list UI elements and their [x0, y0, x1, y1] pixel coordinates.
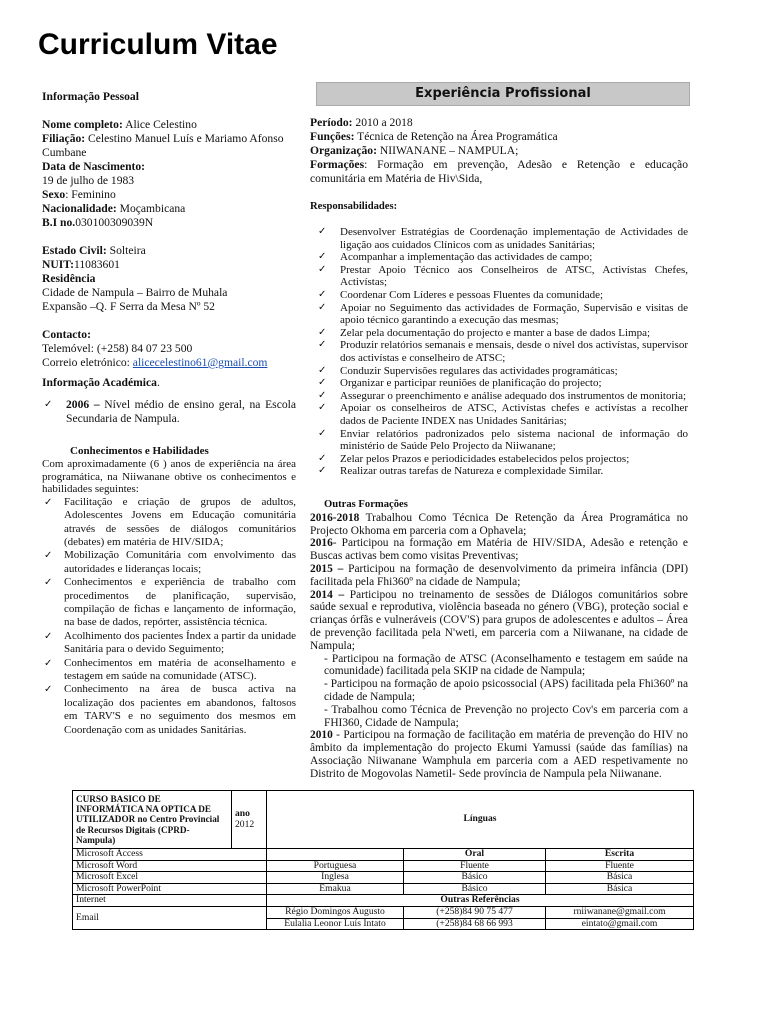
written-heading: Escrita [546, 849, 694, 861]
responsibility-item: ✓ Zelar pelos Prazos e periodicidades estabelecidos pelos projectos; [318, 452, 630, 465]
language-name: Emakua [267, 883, 404, 895]
phone-line: Telemóvel: (+258) 84 07 23 500 [42, 342, 193, 355]
skill-cell: Microsoft Access [73, 849, 267, 861]
check-icon: ✓ [318, 364, 327, 376]
check-icon: ✓ [44, 399, 53, 410]
responsibilities-list [310, 226, 688, 478]
skill-item: ✓ Conhecimentos e experiência de trabalho com procedimentos de planificação, supervisão, compilação de fichas e lançamento de informação, na base de dados, repórter, assistência técnica. [44, 576, 296, 629]
birth-value: 19 de julho de 1983 [42, 174, 135, 187]
training-line: Formações: Formação em prevenção, Adesão e Retenção e educação comunitária em Matéria de Hiv\Sida, [310, 158, 688, 185]
period-line: Período: 2010 a 2018 [310, 116, 413, 129]
birth-label: Data de Nascimento: [42, 160, 146, 173]
bi-line: B.I no.030100309039N [42, 216, 154, 229]
email-line: Correio eletrónico: alicecelestino61@gmail.com [42, 356, 268, 369]
check-icon: ✓ [44, 684, 53, 696]
responsibility-item: ✓ Acompanhar a implementação das actividades de campo; [318, 251, 593, 264]
academic-item: ✓ 2006 – Nível médio de ensino geral, na Escola Secundaria de Nampula. [44, 398, 297, 425]
function-line: Funções: Técnica de Retenção na Área Programática [310, 130, 558, 143]
language-written: Fluente [546, 860, 694, 872]
skills-intro: Com aproximadamente (6 ) anos de experiência na área programática, na Niiwanane obtive os conhecimentos e habilidades seguintes: [42, 458, 296, 496]
responsibility-item: ✓ Apoiar no Seguimento das actividades de Formação, Supervisão e visitas de apoio técnico garantindo a execução das mesmas; [318, 301, 688, 327]
check-icon: ✓ [318, 263, 327, 275]
check-icon: ✓ [318, 288, 327, 300]
email-link[interactable]: alicecelestino61@gmail.com [132, 356, 268, 369]
skill-cell: Internet [73, 895, 267, 907]
training-entry: - Participou na formação de apoio psicossocial (APS) facilitada pela Fhi360º na cidade de Nampula; [324, 678, 688, 704]
skill-cell: Microsoft Word [73, 860, 267, 872]
check-icon: ✓ [44, 577, 53, 589]
academic-list [42, 398, 296, 426]
residence-label: Residência [42, 272, 96, 285]
responsibility-item: ✓ Enviar relatórios padronizados pelo sistema nacional de informação do ministério de Saúde Pelo Projecto da Niiwanane; [318, 427, 688, 453]
org-line: Organização: NIIWANANE – NAMPULA; [310, 144, 519, 157]
sex-line: Sexo: Feminino [42, 188, 116, 201]
language-name: Inglesa [267, 872, 404, 884]
reference-email[interactable]: eintato@gmail.com [546, 918, 694, 930]
left-column [42, 90, 296, 737]
responsibility-item: ✓ Desenvolver Estratégias de Coordenação implementação de Actividades de ligação aos cuidados Clínicos com as unidades Sanitárias; [318, 226, 688, 251]
academic-heading: Informação Académica. [42, 376, 160, 389]
check-icon: ✓ [318, 251, 327, 263]
check-icon: ✓ [318, 339, 327, 351]
other-training-list [310, 512, 688, 781]
oral-heading: Oral [404, 849, 546, 861]
check-icon: ✓ [44, 657, 53, 669]
personal-heading: Informação Pessoal [42, 90, 139, 103]
skill-item: ✓ Mobilização Comunitária com envolvimento das autoridades e lideranças locais; [44, 549, 296, 575]
year-cell: ano 2012 [232, 791, 267, 849]
reference-name: Eulalia Leonor Luís Intato [267, 918, 404, 930]
civil-line: Estado Civil: Solteira [42, 244, 146, 257]
check-icon: ✓ [318, 389, 327, 401]
responsibility-item: ✓ Produzir relatórios semanais e mensais, desde o nível dos activístas, supervisor dos activístas e conselheiro de ATSC; [318, 339, 688, 364]
cv-title: Curriculum Vitae [38, 28, 278, 61]
other-training-heading: Outras Formações [324, 498, 408, 510]
right-column [310, 82, 688, 781]
residence-line2: Expansão –Q. F Serra da Mesa Nº 52 [42, 300, 215, 313]
check-icon: ✓ [318, 226, 327, 237]
responsibility-item: ✓ Conduzir Supervisões regulares das actividades programáticas; [318, 364, 618, 377]
skill-cell: Email [73, 906, 267, 929]
responsibility-item: ✓ Apoiar os conselheiros de ATSC, Activístas chefes e activístas a recolher dados de Paciente INDEX nas Unidades Sanitárias; [318, 402, 688, 427]
reference-phone: (+258)84 68 66 993 [404, 918, 546, 930]
languages-heading: Línguas [267, 791, 694, 849]
nationality-line: Nacionalidade: Moçambicana [42, 202, 186, 215]
responsibility-item: ✓ Realizar outras tarefas de Natureza e complexidade Similar. [318, 465, 604, 478]
check-icon: ✓ [318, 402, 327, 414]
skills-languages-table [72, 790, 694, 930]
responsibilities-heading: Responsabilidades: [310, 201, 398, 212]
check-icon: ✓ [318, 465, 327, 477]
check-icon: ✓ [44, 550, 53, 562]
check-icon: ✓ [318, 377, 327, 389]
training-entry: - Trabalhou como Técnica de Prevenção no projecto Cov's em parceria com a FHI360, Cidade de Nampula; [324, 703, 688, 729]
training-entry: - Participou na formação de ATSC (Aconselhamento e testagem em saúde na comunidade) facilitada pela SKIP na cidade de Nampula; [324, 652, 688, 678]
reference-phone: (+258)84 90 75 477 [404, 906, 546, 918]
references-heading: Outras Referências [267, 895, 694, 907]
nuit-line: NUIT:11083601 [42, 258, 120, 271]
skill-item: ✓ Acolhimento dos pacientes Índex a partir da unidade Sanitária para o devido Seguimento; [44, 629, 296, 656]
check-icon: ✓ [318, 301, 327, 313]
language-oral: Básico [404, 872, 546, 884]
reference-email[interactable]: rniiwanane@gmail.com [546, 906, 694, 918]
training-entry: 2014 – Participou no treinamento de sessões de Diálogos comunitários sobre saúde sexual e reprodutiva, violência baseada no género (VBG), proteção social e crianças órfãs e vulneráveis (COV'S) para grupos de adolescentes e adultos – Área de prevenção facilitada pela N'weti, em parceria com a Niiwanane, na cidade de Nampula; [310, 588, 688, 652]
check-icon: ✓ [318, 452, 327, 464]
residence-line1: Cidade de Nampula – Bairro de Muhala [42, 286, 228, 299]
skill-item: ✓ Conhecimento na área de busca activa na localização dos pacientes em abandonos, faltosos em TARV'S e no seguimento dos mesmos em Coordenação com as unidades Sanitárias. [44, 683, 296, 736]
check-icon: ✓ [44, 630, 53, 642]
name-line: Nome completo: Alice Celestino [42, 118, 197, 131]
responsibility-item: ✓ Organizar e participar reuniões de planificação do projecto; [318, 377, 602, 390]
experience-heading: Experiência Profissional [316, 82, 690, 106]
language-written: Básica [546, 883, 694, 895]
contact-label: Contacto: [42, 328, 91, 341]
responsibility-item: ✓ Prestar Apoio Técnico aos Conselheiros de ATSC, Activístas Chefes, Activístas; [318, 263, 688, 289]
language-written: Básica [546, 872, 694, 884]
training-entry: 2016- Participou na formação em Matéria de HIV/SIDA, Adesão e retenção e Buscas activas bem como visitas Preventivas; [310, 537, 688, 563]
skill-cell: Microsoft PowerPoint [73, 883, 267, 895]
training-entry: 2016-2018 Trabalhou Como Técnica De Retenção da Área Programática no Projecto Okhoma em parceria com a Ophavela; [310, 511, 688, 537]
course-cell: CURSO BASICO DE INFORMÁTICA NA OPTICA DE UTILIZADOR no Centro Provincial de Recursos Digitais (CPRD-Nampula) [73, 791, 232, 849]
skills-list [42, 496, 296, 737]
language-oral: Básico [404, 883, 546, 895]
training-entry: 2010 - Participou na formação de facilitação em matéria de prevenção do HIV no âmbito da implementação do projecto Ekumi Yamussi (saúde das famílias) na Associação Niiwanane Wamphula em parceria com a AED respetivamente no Distrito de Mogovolas Nametil- Sede província de Nampula pela Niiwanane. [310, 729, 688, 780]
check-icon: ✓ [318, 326, 327, 338]
responsibility-item: ✓ Assegurar o preenchimento e análise adequado dos instrumentos de monitoria; [318, 389, 687, 402]
responsibility-item: ✓ Coordenar Com Líderes e pessoas Fluentes da comunidade; [318, 288, 604, 301]
check-icon: ✓ [44, 496, 53, 508]
check-icon: ✓ [318, 427, 327, 439]
reference-name: Régio Domingos Augusto [267, 906, 404, 918]
skill-cell: Microsoft Excel [73, 872, 267, 884]
responsibility-item: ✓ Zelar pela documentação do projecto e manter a base de dados Limpa; [318, 326, 651, 339]
skill-item: ✓ Conhecimentos em matéria de aconselhamento e testagem em saúde na comunidade (ATSC). [44, 656, 296, 683]
training-entry: 2015 – Participou na formação de desenvolvimento da primeira infância (DPI) facilitada pela Fhi360º na cidade de Nampula; [310, 563, 689, 588]
skills-heading: Conhecimentos e Habilidades [70, 445, 209, 457]
skill-item: ✓ Facilitação e criação de grupos de adultos, Adolescentes Jovens em Educação comunitária através de sessões de diálogos comunitários (debates) em matéria de HIV/SIDA; [44, 495, 296, 548]
filiation-line: Filiação: Celestino Manuel Luís e Mariamo Afonso Cumbane [42, 132, 284, 159]
language-name: Portuguesa [267, 860, 404, 872]
language-oral: Fluente [404, 860, 546, 872]
